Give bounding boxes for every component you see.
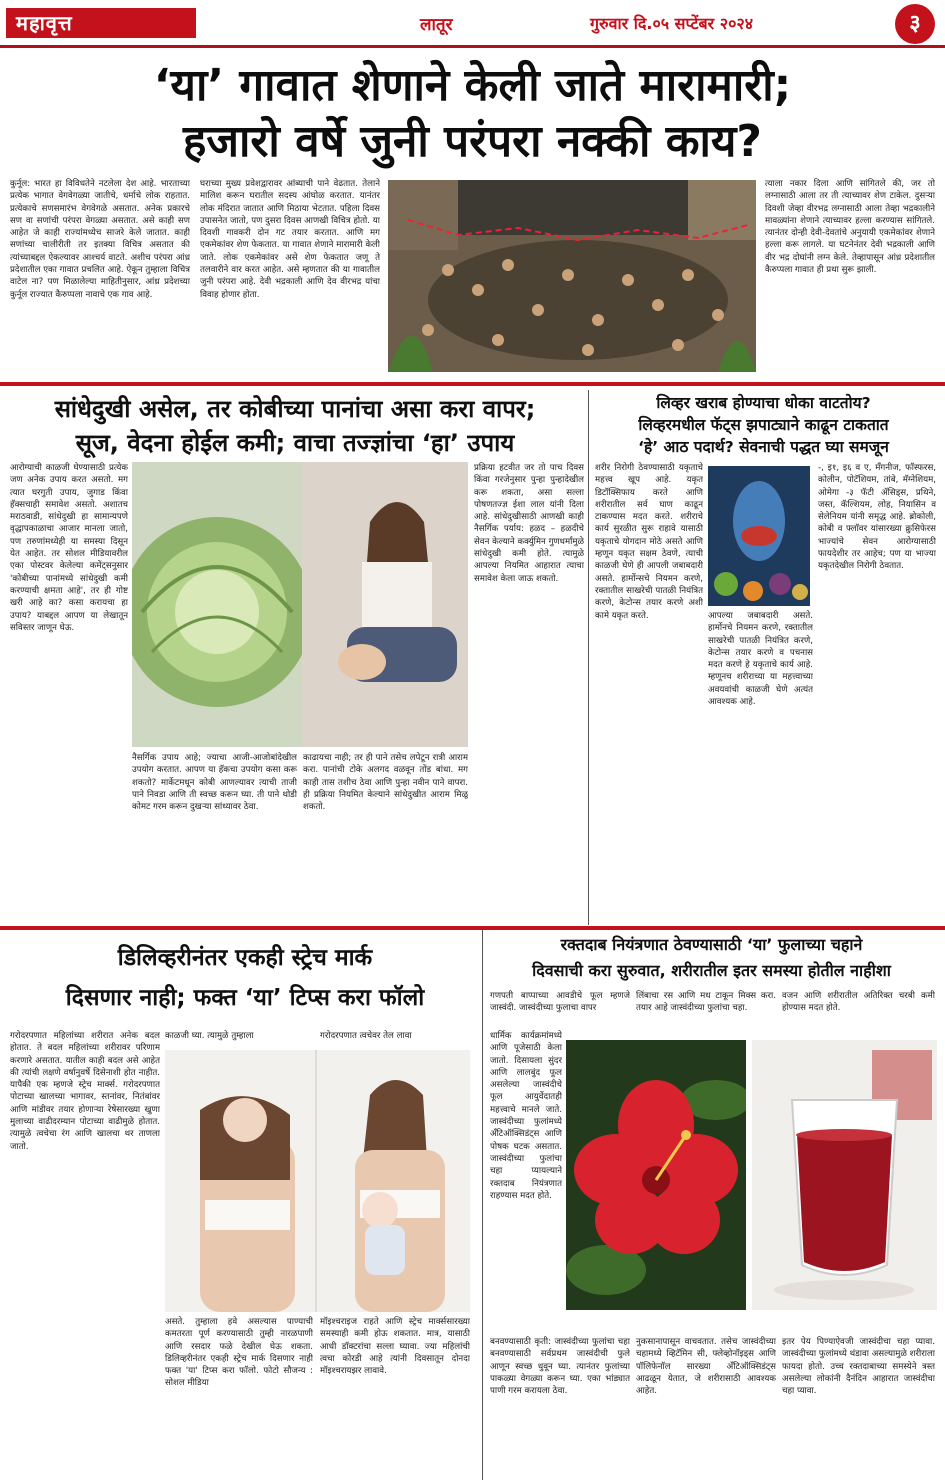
liver-foods-illustration <box>708 466 810 606</box>
cabbage-story-column-below-1: नैसर्गिक उपाय आहे; ज्याचा आजी-आजोबांदेखील उपयोग करतात. आपण या हॅकचा उपयोग कसा करू शकतो? मार्केटमधून कोबी आणल्यावर त्याची ताजी पाने निवडा आणि ती स्वच्छ करून घ्या. ती पाने थोडी कोमट गरम करून दुखऱ्या सांध्यावर ठेवा. <box>132 753 297 813</box>
issue-date: गुरुवार दि.०५ सप्टेंबर २०२४ <box>590 14 754 33</box>
newspaper-brand: महावृत्त <box>6 8 196 38</box>
hibiscus-tea-illustration <box>752 1040 937 1310</box>
hibiscus-headline-line1: रक्तदाब नियंत्रणात ठेवण्यासाठी ‘या’ फुलाच्या चहाने <box>560 935 863 954</box>
stretch-story-column-left: गरोदरपणात महिलांच्या शरीरात अनेक बदल होतात. ते बदल महिलांच्या शरीरावर परिणाम करणारे असतात. यातील काही बदल असे आहेत की त्यांची लक्षणे वर्षानुवर्षे दिसेनाशी होत नाहीत. यापैकी एक म्हणजे स्ट्रेच मार्क्स. गरोदरपणात पोटाच्या खालच्या भागावर, स्तनांवर, नितंबांवर आणि मांडीवर तयार होणाऱ्या रेषेसारख्या खुणा मुलाच्या वाढीदरम्यान पोटाच्या वाढीमुळे होतात. त्यामुळे त्वचेचा रंग आणि खालचा थर ताणला जातो. <box>10 1031 160 1152</box>
hibiscus-story-column-below-2: नुकसानापासून वाचवतात. तसेच जास्वंदीच्या चहामध्ये व्हिटॅमिन सी, फ्लेव्होनॉइड्स आणि पॉलिफेनॉल सारख्या अँटिऑक्सिडंट्स आढळून येतात, जे शरीरासाठी आवश्यक आहेत. <box>636 1337 776 1397</box>
liver-foods-photo <box>708 466 810 606</box>
hibiscus-story-column-3: वजन आणि शरीरातील अतिरिक्त चरबी कमी होण्यास मदत होते. <box>782 991 935 1014</box>
hibiscus-story-column-1: गणपती बाप्पाच्या आवडीचे फूल म्हणजे जास्वंदी. जास्वंदीच्या फुलाचा वापर <box>490 991 630 1014</box>
mother-baby-illustration <box>165 1050 470 1312</box>
masthead <box>0 0 945 48</box>
hibiscus-flower-illustration <box>566 1040 746 1310</box>
stretch-story-column-below-1: असते. तुम्हाला हवे असल्यास पाण्याची कमतरता पूर्ण करण्यासाठी तुम्ही नारळपाणी आणि रसदार फळे देखील घेऊ शकता. डिलिव्हरीनंतर एकही स्ट्रेच मार्क दिसणार नाही फक्त 'या' टिप्स करा फॉलो. फोटो सौजन्य : सोशल मीडिया <box>165 1317 313 1389</box>
edition-city: लातूर <box>420 15 453 35</box>
cabbage-story-column-left: आरोग्याची काळजी घेण्यासाठी प्रत्येक जण अनेक उपाय करत असतो. मग त्यात घरगुती उपाय, जुगाड किंवा हॅक्सचाही समावेश असतो. अशातच मराठवाडी, सांधेदुखी हा सामान्यपणे वृद्धापकाळाचा आजार मानला जातो, पण तरुणांमध्येही या समस्या दिसून येत आहेत. तर सोशल मीडियावरील एका पोस्टवर केलेल्या कमेंट्सनुसार 'कोबीच्या पानांमध्ये सांधेदुखी कमी करण्याची क्षमता आहे', तर ही गोष्ट खरी आहे का? कसा करायचा हा उपाय? याबद्दल आपण या लेखातून सविस्तर जाणून घेऊ. <box>10 463 128 633</box>
lead-headline-line1: ‘या’ गावात शेणाने केली जाते मारामारी; <box>153 60 792 111</box>
festival-crowd-photo <box>388 180 756 372</box>
hibiscus-headline-line2: दिवसाची करा सुरुवात, शरीरातील इतर समस्या होतील नाहीशा <box>532 961 891 980</box>
lead-headline <box>0 58 945 170</box>
cabbage-headline-line1: सांधेदुखी असेल, तर कोबीच्या पानांचा असा करा वापर; <box>54 395 536 423</box>
liver-story-column-1: शरीर निरोगी ठेवण्यासाठी यकृताचे महत्त्व खूप आहे. यकृत डिटॉक्सिफाय करते आणि शरीरातील सर्व घाण काढून टाकण्यास मदत करते. शरीराचे कार्य सुरळीत सुरू राहावे यासाठी यकृताचे योगदान मोठे असते आणि म्हणून यकृत सक्षम ठेवणे, त्याची काळजी घेणे ही आपली जबाबदारी असते. हार्मोन्सचे नियमन करणे, रक्तातील साखरेची पातळी नियंत्रित करणे, केटोन्स तयार करणे अशी कामे यकृत करते. <box>595 463 703 621</box>
column-divider <box>588 390 589 925</box>
section-divider <box>0 382 945 386</box>
cabbage-story-column-right: प्रक्रिया हटवीत जर तो पाच दिवस किंवा गरजेनुसार पुन्हा पुन्हादेखील करू शकता, असा सल्ला पोषणतज्ज्ञ ईशा लाल यांनी दिला आहे. सांधेदुखीसाठी आणखी काही नैसर्गिक पर्याय: हळद – हळदीचे सेवन केल्याने कर्क्युमिन गुणधर्मांमुळे सांधेदुखी कमी होते. त्यामुळे आपल्या नियमित आहारात त्याचा समावेश केला जाऊ शकतो. <box>474 463 584 584</box>
liver-headline-line1: लिव्हर खराब होण्याचा धोका वाटतोय? <box>656 394 871 412</box>
stretch-story-column-mid-1: काळजी घ्या. त्यामुळे तुम्हाला <box>165 1031 254 1041</box>
liver-headline-line3: ‘हे’ आठ पदार्थ? सेवनाची पद्धत घ्या समजून <box>638 438 889 456</box>
stretch-story-column-mid-2: गरोदरपणात त्वचेवर तेल लावा <box>320 1031 412 1041</box>
hibiscus-story-column-below-3: इतर पेय पिण्याऐवजी जास्वंदीचा चहा प्यावा. जास्वंदीच्या फुलांमध्ये थंडावा असल्यामुळे शरीराला फायदा होतो. उच्च रक्तदाबाच्या समस्येने त्रस्त असलेल्या लोकांनी दैनंदिन आहारात जास्वंदीचा चहा प्यावा. <box>782 1337 935 1397</box>
liver-story-column-3: -, इ१, इ६ व ए, मॅंगनीज, फॉस्फरस, कोलीन, पोटॅशियम, तांबे, मॅग्नेशियम, ओमेगा -३ फॅटी ॲसिड्स, प्रथिने, जस्त, कॅल्शियम, लोह, नियासिन व सेलेनियम यांनी समृद्ध आहे. ब्रोकोली, कोबी व फ्लॉवर यांसारख्या क्रुसिफेरस भाज्यांचे सेवन आरोग्यासाठी फायदेशीर तर आहेच; पण या भाज्या यकृतदेखील निरोगी ठेवतात. <box>818 463 936 572</box>
lead-story-column-1: कुर्नूल: भारत हा विविधतेने नटलेला देश आहे. भारताच्या प्रत्येक भागात वेगवेगळ्या जातीचे, धर्माचे लोक राहतात. प्रत्येकाचे सणसमारंभ वेगवेगळे असतात. अनेक प्रकारचे सण वा सणांची परंपरा वेगळ्या असतात. असे काही सण आहेत जे काही राज्यांमध्येच साजरे केले जातात. काही सणांच्या चालीरीती तर इतक्या विचित्र असतात की त्यांच्याबद्दल ऐकल्यावर आश्चर्य वाटते. अशीच परंपरा आंध्र प्रदेशातील एका गावात प्रचलित आहे. ऐकून तुम्हाला विचित्र वाटेल ना? पण मिळालेल्या माहितीनुसार, आंध्र प्रदेशच्या कुर्नूल राज्यात कैरुप्पला नावाचे एक गाव आहे. <box>10 179 190 300</box>
cabbage-story-column-below-2: काढायचा नाही; तर ही पाने तसेच लपेटून रात्री आराम करा. पानांची टोके अलगद वळवून तोंड बांधा. मग काही तास तशीच ठेवा आणि पुन्हा नवीन पाने वापरा. ही प्रक्रिया नियमित केल्याने सांधेदुखीत आराम मिळू शकतो. <box>303 753 468 813</box>
column-divider <box>482 930 483 1480</box>
crowd-photo-illustration <box>388 180 756 372</box>
mother-and-baby-photo <box>165 1050 470 1312</box>
lead-story-column-3: त्याला नकार दिला आणि सांगितले की, जर तो लग्नासाठी आला तर ती त्याच्यावर शेण टाकेल. दुसऱ्या दिवशी जेव्हा वीरभद्र लग्नासाठी आला तेव्हा भद्रकालीने मावळ्यांना शेणाने त्याच्यावर हल्ला करण्यास सांगितले. त्यानंतर दोन्ही देवी-देवतांचे अनुयायी एकमेकांवर शेणाने हल्ला करू लागले. या घटनेनंतर देवी भद्रकाली आणि वीर भद्र दोघांनी लग्न केले. तेव्हापासून आंध्र प्रदेशातील कैरुप्पला गावात ही प्रथा सुरू झाली. <box>765 179 935 276</box>
hibiscus-story-column-below-1: बनवण्यासाठी कृती: जास्वंदीच्या फुलांचा चहा बनवण्यासाठी सर्वप्रथम जास्वंदीची फुले आणून स्वच्छ धुवून घ्या. त्यानंतर फुलांच्या पाकळ्या वेगळ्या करून घ्या. एका भांड्यात पाणी गरम करायला ठेवा. <box>490 1337 630 1397</box>
cabbage-story-headline <box>10 392 580 460</box>
hibiscus-story-headline <box>488 932 935 984</box>
page-number: ३ <box>895 4 935 44</box>
stretch-story-column-below-2: मॉइश्चराइज राहते आणि स्ट्रेच मार्क्ससारख्या समस्याही कमी होऊ शकतात. मात्र, यासाठी आधी डॉक्टरांचा सल्ला घ्यावा. ज्या महिलांची त्वचा कोरडी आहे त्यांनी दिवसातून दोनदा मॉइश्चरायझर लावावे. <box>320 1317 470 1377</box>
hibiscus-tea-photo <box>752 1040 937 1310</box>
cabbage-photo-illustration <box>132 462 468 747</box>
liver-story-headline <box>592 392 935 458</box>
hibiscus-story-column-2: लिंबाचा रस आणि मध टाकून मिक्स करा. तयार आहे जास्वंदीच्या फुलांचा चहा. <box>636 991 776 1014</box>
hibiscus-story-column-mid: धार्मिक कार्यक्रमांमध्ये आणि पूजेसाठी केला जातो. दिसायला सुंदर आणि लालबुंद फूल असलेल्या जास्वंदीचे फूल आयुर्वेदातही महत्त्वाचे मानले जाते. जास्वंदीच्या फुलांमध्ये अँटिऑक्सिडंट्स आणि पोषक घटक असतात. जास्वंदीच्या फुलांचा चहा प्यायल्याने रक्तदाब नियंत्रणात राहण्यास मदत होते. <box>490 1031 562 1201</box>
cabbage-and-knee-pain-photo <box>132 462 468 747</box>
lead-headline-line2: हजारो वर्षे जुनी परंपरा नक्की काय? <box>183 116 762 167</box>
lead-story-column-2: घराच्या मुख्य प्रवेशद्वारावर आंब्याची पाने वेढतात. तेलाने मालिश करून घरातील सदस्य आंघोळ करतात. यानंतर लोक मंदिरात जातात आणि मिठाया भेटतात. पहिला दिवस उपासनेत जातो, पण दुसरा दिवस आणखी विचित्र होतो. या दिवशी गावकरी दोन गट तयार करतात. आणि मग एकमेकांवर शेण फेकतात. या गावात शेणाने मारामारी केली जाते. लोक एकमेकांवर असे शेण फेकतात जणू ते तलवारीने वार करत आहेत. असे म्हणतात की या गावातील जुनी परंपरा आहे. देवी भद्रकाली आणि देव वीरभद्र यांचा विवाह होणार होता. <box>200 179 380 300</box>
hibiscus-flower-photo <box>566 1040 746 1310</box>
liver-story-column-2: आपल्या जबाबदारी असते. हार्मोनचे नियमन करणे, रक्तातील साखरेची पातळी नियंत्रित करणे, केटोन्स तयार करणे व पचनास मदत करणे हे यकृताचे कार्य आहे. म्हणूनच शरीराच्या या महत्त्वाच्या अवयवांची काळजी घेणे अत्यंत आवश्यक आहे. <box>708 611 813 708</box>
stretch-headline-line1: डिलिव्हरीनंतर एकही स्ट्रेच मार्क <box>117 945 373 971</box>
stretch-story-headline <box>10 938 480 1018</box>
section-divider <box>0 926 945 930</box>
cabbage-headline-line2: सूज, वेदना होईल कमी; वाचा तज्ज्ञांचा ‘हा’ उपाय <box>75 429 515 457</box>
stretch-headline-line2: दिसणार नाही; फक्त ‘या’ टिप्स करा फॉलो <box>65 985 425 1011</box>
liver-headline-line2: लिव्हरमधील फॅट्स झपाट्याने काढून टाकतात <box>638 416 889 434</box>
